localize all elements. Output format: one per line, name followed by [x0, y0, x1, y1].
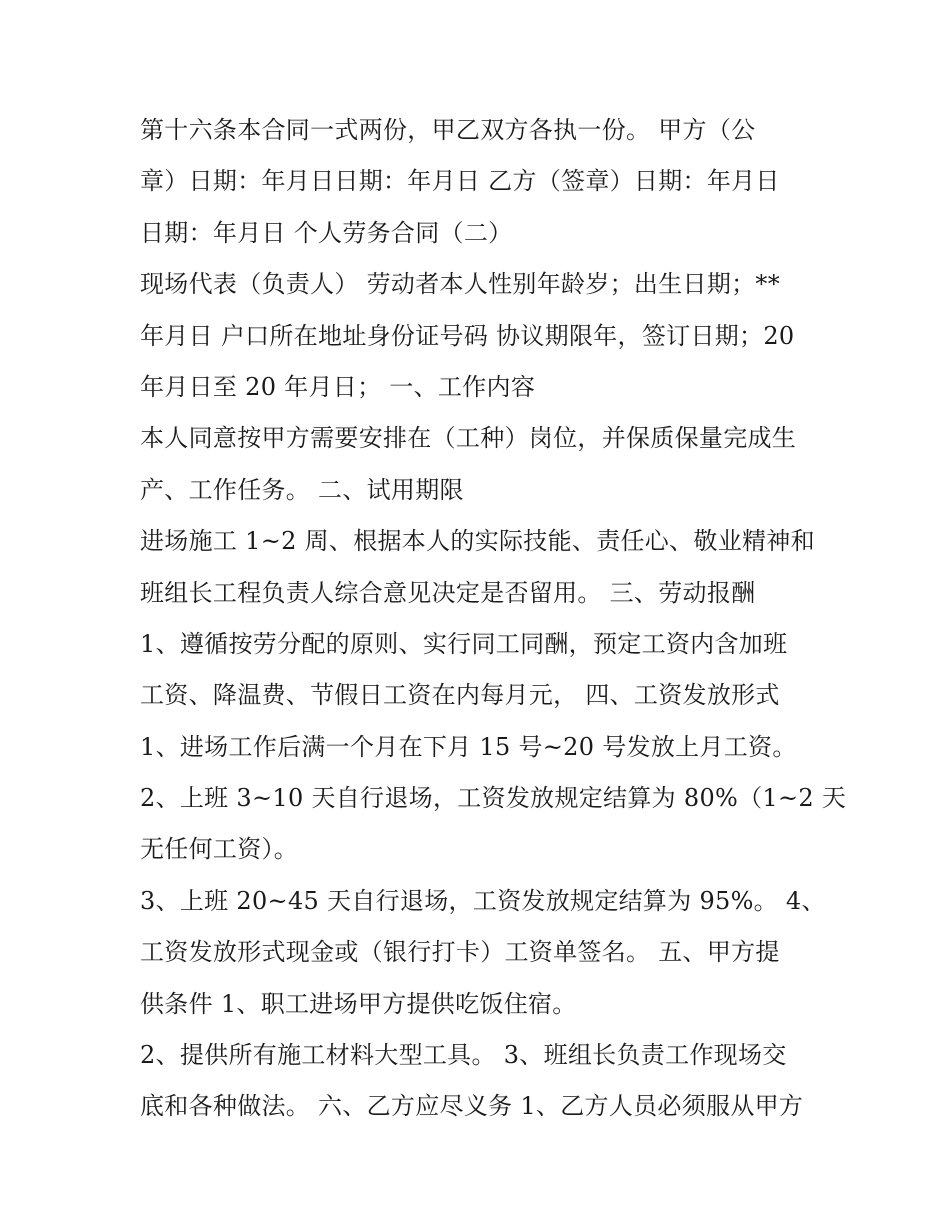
text-line: 1、遵循按劳分配的原则、实行同工同酬，预定工资内含加班	[140, 629, 788, 658]
text-line: 第十六条本合同一式两份，甲乙双方各执一份。 甲方（公	[140, 116, 756, 144]
text-line: 进场施工 1~2 周、根据本人的实际技能、责任心、敬业精神和	[140, 527, 815, 556]
text-line: 现场代表（负责人） 劳动者本人性别年龄岁；出生日期；**	[140, 270, 781, 299]
contract-text	[140, 105, 847, 1133]
text-line: 工资、降温费、节假日工资在内每月元， 四、工资发放形式	[140, 681, 780, 710]
text-line: 章）日期：年月日日期：年月日 乙方（签章）日期：年月日	[140, 167, 780, 196]
text-line: 日期：年月日 个人劳务合同（二）	[140, 218, 513, 247]
text-line: 工资发放形式现金或（银行打卡）工资单签名。 五、甲方提	[140, 938, 780, 967]
text-line: 年月日 户口所在地址身份证号码 协议期限年，签订日期；20	[140, 321, 795, 350]
text-line: 2、上班 3~10 天自行退场，工资发放规定结算为 80%（1~2 天	[140, 784, 847, 813]
text-line: 本人同意按甲方需要安排在（工种）岗位，并保质保量完成生	[140, 424, 797, 453]
text-line: 1、进场工作后满一个月在下月 15 号~20 号发放上月工资。	[140, 732, 797, 761]
text-line: 年月日至 20 年月日； 一、工作内容	[140, 372, 536, 401]
text-line: 班组长工程负责人综合意见决定是否留用。 三、劳动报酬	[140, 578, 756, 607]
text-line: 3、上班 20~45 天自行退场，工资发放规定结算为 95%。 4、	[140, 886, 826, 915]
text-line: 无任何工资）。	[140, 835, 299, 864]
text-line: 产、工作任务。 二、试用期限	[140, 475, 464, 504]
text-line: 供条件 1、职工进场甲方提供吃饭住宿。	[140, 989, 577, 1018]
text-line: 底和各种做法。 六、乙方应尽义务 1、乙方人员必须服从甲方	[140, 1092, 804, 1121]
text-line: 2、提供所有施工材料大型工具。 3、班组长负责工作现场交	[140, 1041, 787, 1070]
